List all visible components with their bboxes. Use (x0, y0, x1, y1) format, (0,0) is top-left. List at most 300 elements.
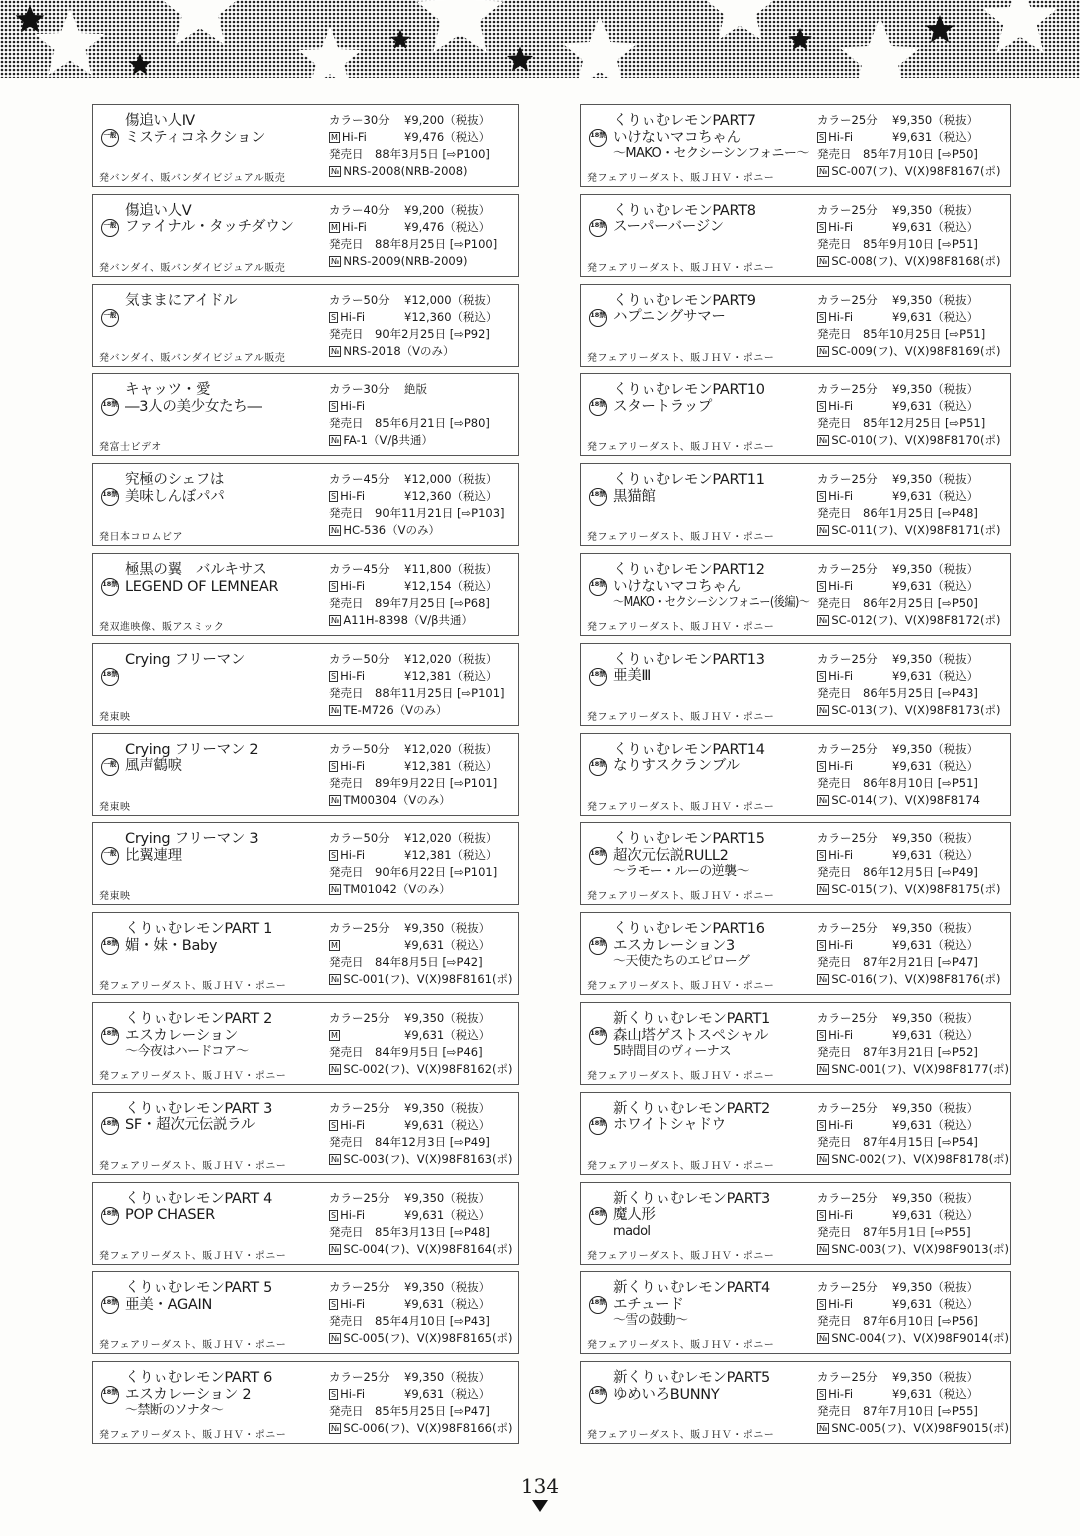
catalog-entry (580, 643, 1011, 726)
entry-title-line: スタートラップ (613, 398, 713, 415)
runtime: カラー25分 (817, 1190, 878, 1205)
audio-format: Hi-Fi (340, 1117, 366, 1132)
adult-rating-badge: 18禁 (101, 488, 119, 506)
catalog-number: SC-015(フ)、V(X)98F8175(ポ) (831, 882, 1001, 897)
runtime-price-line (329, 1280, 491, 1295)
format-line (817, 1117, 979, 1132)
number-mark: № (819, 795, 828, 805)
release-date: 発売日 87年5月1日 [⇨P55] (817, 1224, 971, 1239)
publisher: 発フェアリーダスト、販ＪＨＶ・ポニー (587, 1430, 775, 1442)
catalog-entry (580, 553, 1011, 636)
adult-rating-badge: 18禁 (589, 129, 607, 147)
number-mark: № (331, 436, 340, 446)
sound-format-mark: S (331, 1390, 337, 1400)
price-excl-tax: 絶版 (404, 382, 427, 397)
sound-format-mark: S (819, 671, 825, 681)
publisher: 発フェアリーダスト、販ＪＨＶ・ポニー (587, 1340, 775, 1352)
publisher: 発フェアリーダスト、販ＪＨＶ・ポニー (587, 262, 775, 274)
runtime-price-line (817, 292, 979, 307)
price-excl-tax: ¥9,350（税抜） (892, 1370, 979, 1385)
adult-rating-badge: 18禁 (589, 1207, 607, 1225)
release-date: 発売日 87年4月15日 [⇨P54] (817, 1134, 978, 1149)
sound-format-mark: S (819, 1120, 825, 1130)
price-excl-tax: ¥9,350（税抜） (892, 651, 979, 666)
price-excl-tax: ¥9,200（税抜） (404, 113, 491, 127)
price-incl-tax: ¥9,631（税込） (892, 758, 979, 773)
publisher: 発フェアリーダスト、販ＪＨＶ・ポニー (99, 1340, 287, 1352)
runtime: カラー25分 (817, 382, 878, 397)
publisher: 発フェアリーダスト、販ＪＨＶ・ポニー (587, 1250, 775, 1262)
catalog-entry (580, 463, 1011, 546)
catalog-number: SC-007(フ)、V(X)98F8167(ポ) (831, 164, 1001, 178)
format-line (329, 938, 491, 953)
catalog-number-line (329, 164, 468, 178)
sound-format-mark: S (819, 582, 825, 591)
sound-format-mark: M (331, 222, 338, 232)
adult-rating-badge: 18禁 (589, 219, 607, 237)
audio-format: Hi-Fi (828, 579, 854, 593)
number-mark: № (819, 885, 828, 895)
runtime: カラー25分 (329, 1100, 390, 1115)
format-line (329, 489, 498, 504)
catalog-entry (92, 1361, 519, 1444)
number-mark: № (331, 795, 340, 805)
publisher: 発バンダイ、販バンダイビジュアル販売 (99, 262, 286, 274)
price-excl-tax: ¥9,350（税抜） (892, 741, 979, 756)
catalog-number-line (817, 882, 1000, 896)
runtime: カラー40分 (329, 202, 390, 217)
catalog-entry (580, 912, 1011, 995)
sound-format-mark: S (819, 1300, 825, 1310)
number-mark: № (331, 167, 340, 176)
entry-title-line: くりぃむレモンPART 3 (125, 1100, 273, 1117)
publisher: 発フェアリーダスト、販ＪＨＶ・ポニー (99, 1430, 287, 1442)
entry-title-line: ゆめいろBUNNY (613, 1386, 720, 1403)
runtime-price-line (329, 741, 498, 756)
catalog-number: NRS-2018（Vのみ） (343, 343, 455, 358)
catalog-entry (92, 1092, 519, 1175)
runtime-price-line (329, 1190, 491, 1205)
runtime: カラー25分 (817, 113, 878, 127)
audio-format: Hi-Fi (828, 1387, 854, 1402)
price-excl-tax: ¥9,350（税抜） (404, 1370, 491, 1385)
sound-format-mark: S (819, 761, 825, 771)
entry-title-line: くりぃむレモンPART11 (613, 472, 765, 489)
audio-format: Hi-Fi (340, 399, 366, 414)
format-line (817, 579, 979, 593)
audio-format: Hi-Fi (340, 1297, 366, 1312)
price-excl-tax: ¥9,350（税抜） (404, 1100, 491, 1115)
price-incl-tax: ¥9,631（税込） (892, 1207, 979, 1222)
release-date: 発売日 86年12月5日 [⇨P49] (817, 865, 978, 880)
audio-format: Hi-Fi (828, 668, 854, 683)
audio-format: Hi-Fi (828, 219, 854, 234)
adult-rating-badge: 18禁 (101, 1117, 119, 1135)
runtime: カラー25分 (817, 1280, 878, 1295)
general-rating-badge: 一般 (101, 847, 119, 865)
entry-title-line: SF・超次元伝説ラル (125, 1117, 256, 1134)
catalog-entry (580, 284, 1011, 367)
price-excl-tax: ¥9,350（税抜） (892, 1280, 979, 1295)
release-date: 発売日 85年12月25日 [⇨P51] (817, 416, 986, 431)
catalog-number: A11H-8398（V/β共通） (343, 613, 473, 627)
catalog-entry (580, 1092, 1011, 1175)
number-mark: № (331, 705, 340, 715)
number-mark: № (331, 1424, 340, 1434)
catalog-number-line (817, 1242, 1009, 1256)
catalog-number-line (329, 793, 451, 807)
catalog-entry (92, 1182, 519, 1265)
catalog-number: SNC-003(フ)、V(X)98F9013(ポ) (831, 1241, 1010, 1256)
catalog-number-line (817, 1152, 1009, 1166)
price-incl-tax: ¥9,476（税込） (404, 219, 491, 234)
price-incl-tax: ¥9,631（税込） (892, 938, 979, 953)
catalog-number-line (817, 344, 1000, 358)
catalog-number: SC-001(フ)、V(X)98F8161(ポ) (343, 972, 513, 987)
entry-title-line: 極黒の翼 バルキサス (125, 562, 267, 578)
entry-title-line: 傷追い人Ⅴ (125, 202, 192, 219)
price-incl-tax: ¥12,381（税込） (404, 668, 498, 683)
publisher: 発フェアリーダスト、販ＪＨＶ・ポニー (99, 1250, 287, 1262)
number-mark: № (819, 1244, 828, 1254)
entry-title-line: くりぃむレモンPART8 (613, 202, 756, 219)
catalog-entry (580, 373, 1011, 456)
format-line (817, 1387, 979, 1402)
catalog-number: SC-016(フ)、V(X)98F8176(ポ) (831, 972, 1001, 987)
release-date: 発売日 86年5月25日 [⇨P43] (817, 685, 978, 700)
catalog-number: SC-013(フ)、V(X)98F8173(ポ) (831, 702, 1001, 717)
catalog-entry (580, 822, 1011, 905)
entry-title-line: くりぃむレモンPART10 (613, 382, 765, 399)
price-excl-tax: ¥9,350（税抜） (892, 382, 979, 397)
release-date: 発売日 88年11月25日 [⇨P101] (329, 685, 505, 700)
sound-format-mark: S (819, 851, 825, 861)
price-excl-tax: ¥12,000（税抜） (404, 472, 498, 487)
number-mark: № (819, 975, 828, 985)
catalog-entry (92, 373, 519, 456)
audio-format: Hi-Fi (340, 1207, 366, 1222)
price-incl-tax: ¥9,631（税込） (892, 1028, 979, 1042)
number-mark: № (331, 975, 340, 985)
entry-title-line: くりぃむレモンPART13 (613, 651, 765, 668)
catalog-number: SNC-005(フ)、V(X)98F9015(ポ) (831, 1421, 1010, 1436)
adult-rating-badge: 18禁 (101, 1296, 119, 1314)
format-line (817, 309, 979, 324)
audio-format: Hi-Fi (828, 1207, 854, 1222)
runtime-price-line (329, 292, 498, 307)
runtime: カラー25分 (817, 562, 878, 576)
catalog-number-line (817, 793, 980, 807)
number-mark: № (819, 705, 828, 715)
release-date: 発売日 90年11月21日 [⇨P103] (329, 506, 505, 521)
audio-format: Hi-Fi (340, 309, 366, 324)
release-date: 発売日 86年1月25日 [⇨P48] (817, 506, 978, 521)
entry-title-line: ―3人の美少女たち― (125, 398, 262, 415)
release-date: 発売日 87年6月10日 [⇨P56] (817, 1314, 978, 1329)
format-line (817, 399, 979, 414)
sound-format-mark: S (819, 133, 825, 142)
catalog-number: SC-003(フ)、V(X)98F8163(ポ) (343, 1151, 513, 1166)
catalog-number: NRS-2008(NRB-2008) (343, 164, 468, 178)
sound-format-mark: S (331, 1210, 337, 1220)
runtime-price-line (817, 472, 979, 487)
sound-format-mark: S (819, 492, 825, 502)
catalog-number: SC-008(フ)、V(X)98F8168(ポ) (831, 253, 1001, 268)
entry-title-line: くりぃむレモンPART 5 (125, 1280, 273, 1297)
publisher: 発東映 (99, 891, 131, 903)
format-line (329, 1387, 491, 1402)
runtime-price-line (329, 382, 427, 397)
catalog-number-line (817, 972, 1000, 986)
price-excl-tax: ¥12,020（税抜） (404, 831, 498, 846)
audio-format: Hi-Fi (828, 1117, 854, 1132)
adult-rating-badge: 18禁 (101, 668, 119, 686)
sound-format-mark: S (331, 671, 337, 681)
catalog-number: TM00304（Vのみ） (343, 792, 451, 807)
catalog-number-line (817, 1421, 1009, 1435)
price-excl-tax: ¥12,020（税抜） (404, 741, 498, 756)
entry-title-line: くりぃむレモンPART16 (613, 921, 765, 938)
adult-rating-badge: 18禁 (589, 1386, 607, 1404)
catalog-number: SC-009(フ)、V(X)98F8169(ポ) (831, 343, 1001, 358)
catalog-number: SNC-002(フ)、V(X)98F8178(ポ) (831, 1151, 1010, 1166)
runtime: カラー25分 (817, 831, 878, 846)
catalog-number: SNC-001(フ)、V(X)98F8177(ポ) (831, 1062, 1010, 1076)
audio-format: Hi-Fi (828, 489, 854, 504)
price-incl-tax: ¥9,631（税込） (404, 1028, 491, 1042)
entry-title-line: ファイナル・タッチダウン (125, 219, 294, 236)
sound-format-mark: S (819, 1031, 825, 1040)
sound-format-mark: S (819, 1390, 825, 1400)
price-excl-tax: ¥9,350（税抜） (892, 562, 979, 576)
entry-title-line: 魔人形 (613, 1207, 656, 1224)
audio-format: Hi-Fi (828, 848, 854, 863)
entry-title-line: くりぃむレモンPART15 (613, 831, 765, 848)
publisher: 発フェアリーダスト、販ＪＨＶ・ポニー (587, 442, 775, 454)
runtime: カラー25分 (329, 921, 390, 936)
entry-title-line: エスカレーション (125, 1027, 239, 1044)
release-date: 発売日 85年4月10日 [⇨P43] (329, 1314, 490, 1329)
entry-title-line: 究極のシェフは (125, 472, 225, 489)
entry-title-line: ～禁断のソナタ～ (125, 1403, 224, 1419)
catalog-number: SC-004(フ)、V(X)98F8164(ポ) (343, 1241, 513, 1256)
release-date: 発売日 85年6月21日 [⇨P80] (329, 416, 490, 431)
price-excl-tax: ¥12,000（税抜） (404, 292, 498, 307)
entry-title-line: エスカレーション3 (613, 937, 735, 954)
catalog-number-line (329, 254, 468, 268)
format-line (329, 399, 365, 413)
price-excl-tax: ¥9,350（税抜） (892, 1100, 979, 1115)
entry-title-line: 超次元伝説RULL2 (613, 847, 729, 864)
sound-format-mark: M (331, 133, 338, 142)
entry-title-line: Crying フリーマン 2 (125, 741, 259, 758)
format-line (329, 758, 498, 773)
entry-title-line: 気ままにアイドル (125, 292, 238, 309)
catalog-number-line (817, 1331, 1009, 1345)
entry-title-line: くりぃむレモンPART 1 (125, 921, 273, 938)
catalog-entry (92, 104, 519, 187)
audio-format: Hi-Fi (340, 579, 366, 593)
publisher: 発日本コロムビア (99, 532, 183, 544)
adult-rating-badge: 18禁 (101, 398, 119, 416)
number-mark: № (331, 1334, 340, 1344)
entry-title-line: Crying フリーマン (125, 651, 246, 668)
entry-title-line: ～ラモー・ルーの逆襲～ (613, 864, 749, 880)
runtime: カラー25分 (817, 472, 878, 487)
price-incl-tax: ¥9,631（税込） (404, 1207, 491, 1222)
publisher: 発フェアリーダスト、販ＪＨＶ・ポニー (587, 1071, 775, 1082)
entry-title-line: 美味しんぼパパ (125, 488, 225, 505)
price-incl-tax: ¥9,631（税込） (892, 1387, 979, 1402)
entry-title-line: 比翼連理 (125, 847, 182, 864)
catalog-number: NRS-2009(NRB-2009) (343, 253, 468, 268)
format-line (817, 668, 979, 683)
release-date: 発売日 85年9月10日 [⇨P51] (817, 236, 978, 251)
adult-rating-badge: 18禁 (101, 578, 119, 596)
catalog-number: SC-011(フ)、V(X)98F8171(ポ) (831, 523, 1001, 538)
runtime-price-line (329, 1011, 491, 1025)
runtime: カラー50分 (329, 831, 390, 846)
entry-title-line: 亜美Ⅲ (613, 668, 652, 685)
catalog-number-line (329, 703, 448, 717)
sound-format-mark: S (331, 1300, 337, 1310)
publisher: 発双進映像、販アスミック (99, 622, 225, 633)
runtime-price-line (329, 202, 491, 217)
release-date: 発売日 87年7月10日 [⇨P55] (817, 1404, 978, 1419)
runtime-price-line (817, 202, 979, 217)
star-pattern-header (0, 0, 1080, 80)
adult-rating-badge: 18禁 (589, 758, 607, 776)
audio-format: Hi-Fi (341, 219, 367, 234)
runtime: カラー45分 (329, 562, 390, 576)
catalog-entry (580, 194, 1011, 277)
entry-title-line: 亜美・AGAIN (125, 1296, 213, 1313)
price-incl-tax: ¥9,631（税込） (892, 489, 979, 504)
format-line (817, 1297, 979, 1312)
audio-format: Hi-Fi (828, 130, 854, 144)
catalog-number-line (329, 1331, 512, 1345)
runtime-price-line (329, 831, 498, 846)
price-incl-tax: ¥9,631（税込） (404, 1297, 491, 1312)
price-incl-tax: ¥9,631（税込） (404, 938, 491, 953)
catalog-number-line (817, 703, 1000, 717)
number-mark: № (331, 616, 340, 625)
price-incl-tax: ¥9,631（税込） (892, 668, 979, 683)
audio-format: Hi-Fi (828, 309, 854, 324)
adult-rating-badge: 18禁 (589, 937, 607, 955)
price-excl-tax: ¥9,350（税抜） (892, 831, 979, 846)
number-mark: № (331, 256, 340, 266)
catalog-number: SNC-004(フ)、V(X)98F9014(ポ) (831, 1331, 1010, 1346)
format-line (817, 489, 979, 504)
price-incl-tax: ¥12,360（税込） (404, 309, 498, 324)
adult-rating-badge: 18禁 (101, 1027, 119, 1045)
catalog-entry (92, 912, 519, 995)
publisher: 発フェアリーダスト、販ＪＨＶ・ポニー (587, 532, 775, 544)
format-line (329, 1297, 491, 1312)
catalog-entry (92, 1271, 519, 1354)
audio-format: Hi-Fi (340, 668, 366, 683)
release-date: 発売日 90年2月25日 [⇨P92] (329, 326, 490, 341)
entry-title-line: くりぃむレモンPART14 (613, 741, 765, 758)
catalog-entry (92, 553, 519, 636)
price-incl-tax: ¥9,631（税込） (892, 579, 979, 593)
release-date: 発売日 88年8月25日 [⇨P100] (329, 236, 498, 251)
sound-format-mark: S (819, 312, 825, 322)
entry-title-line: 新くりぃむレモンPART3 (613, 1190, 770, 1207)
runtime: カラー25分 (329, 1011, 390, 1025)
catalog-number: SC-010(フ)、V(X)98F8170(ポ) (831, 433, 1001, 448)
audio-format: Hi-Fi (340, 758, 366, 773)
entry-title-line: キャッツ・愛 (125, 382, 211, 399)
entry-title-line: 媚・妹・Baby (125, 937, 218, 954)
format-line (329, 668, 498, 683)
runtime: カラー25分 (329, 1190, 390, 1205)
runtime: カラー25分 (817, 1370, 878, 1385)
format-line (329, 309, 498, 324)
sound-format-mark: S (331, 851, 337, 861)
catalog-number-line (817, 433, 1000, 447)
price-incl-tax: ¥9,631（税込） (892, 399, 979, 414)
runtime: カラー25分 (817, 292, 878, 307)
runtime-price-line (329, 472, 498, 487)
number-mark: № (331, 526, 340, 536)
release-date: 発売日 84年9月5日 [⇨P46] (329, 1045, 483, 1059)
entry-title-line: ～MAKO・セクシーシンフォニー(後編)～ (613, 595, 810, 610)
format-line (817, 848, 979, 863)
sound-format-mark: S (819, 402, 825, 412)
runtime-price-line (817, 562, 979, 576)
entry-title-line: 新くりぃむレモンPART4 (613, 1280, 770, 1297)
price-incl-tax: ¥9,631（税込） (892, 1117, 979, 1132)
price-excl-tax: ¥9,350（税抜） (892, 921, 979, 936)
entry-title-line: ハプニングサマー (613, 309, 726, 326)
runtime: カラー25分 (329, 1370, 390, 1385)
catalog-entry (580, 733, 1011, 816)
catalog-entry (92, 463, 519, 546)
entry-title-line: LEGEND OF LEMNEAR (125, 578, 279, 595)
runtime-price-line (817, 1370, 979, 1385)
release-date: 発売日 89年9月22日 [⇨P101] (329, 775, 498, 790)
format-line (329, 1028, 491, 1042)
entry-title-line: ～今夜はハードコア～ (125, 1044, 249, 1059)
format-line (817, 1028, 979, 1042)
catalog-number: SC-005(フ)、V(X)98F8165(ポ) (343, 1331, 513, 1346)
catalog-number-line (329, 972, 512, 986)
runtime-price-line (329, 113, 491, 127)
price-incl-tax: ¥9,631（税込） (892, 309, 979, 324)
publisher: 発フェアリーダスト、販ＪＨＶ・ポニー (587, 622, 775, 633)
number-mark: № (331, 346, 340, 356)
publisher: 発フェアリーダスト、販ＪＨＶ・ポニー (587, 173, 775, 184)
number-mark: № (819, 616, 828, 625)
release-date: 発売日 85年10月25日 [⇨P51] (817, 326, 986, 341)
runtime-price-line (817, 651, 979, 666)
number-mark: № (819, 1424, 828, 1434)
publisher: 発富士ビデオ (99, 442, 162, 454)
publisher: 発フェアリーダスト、販ＪＨＶ・ポニー (587, 711, 775, 723)
sound-format-mark: S (331, 312, 337, 322)
publisher: 発フェアリーダスト、販ＪＨＶ・ポニー (587, 352, 775, 364)
entry-title-line: 新くりぃむレモンPART1 (613, 1011, 770, 1027)
entry-title-line: 新くりぃむレモンPART2 (613, 1100, 770, 1117)
release-date: 発売日 85年3月13日 [⇨P48] (329, 1224, 490, 1239)
catalog-number: SC-002(フ)、V(X)98F8162(ポ) (343, 1062, 513, 1076)
general-rating-badge: 一般 (101, 758, 119, 776)
runtime: カラー30分 (329, 113, 390, 127)
catalog-number-line (329, 1062, 512, 1076)
publisher: 発フェアリーダスト、販ＪＨＶ・ポニー (587, 981, 775, 993)
